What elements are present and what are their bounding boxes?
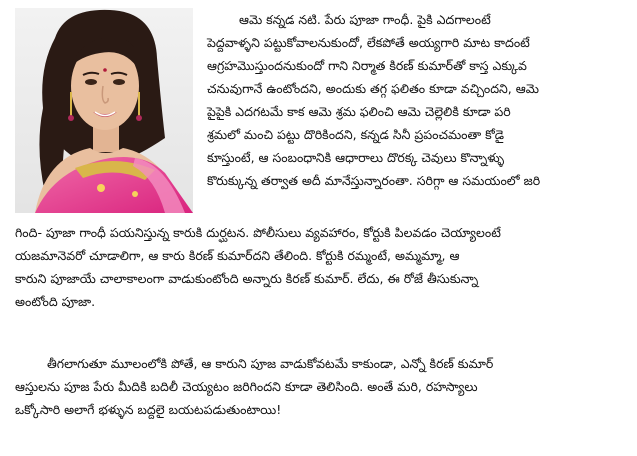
text-line: పైపైకి ఎదగటమే కాక ఆమె శ్రమ ఫలించి ఆమె చెల్లెలికి కూడా పరి (207, 104, 511, 119)
text-line: పెద్దవాళ్ళని పట్టుకోవాలనుకుందో, లేకపోతే అయ్యగారి మాట కాదంటే (207, 35, 530, 50)
text-line: ఒక్కోసారి అలాగే భళ్ళున బద్దలై బయటపడుతుంటాయి! (15, 402, 282, 417)
text-line: ఆమె కన్నడ నటి. పేరు పూజా గాంధీ. పైకి ఎదగాలంటే (239, 12, 491, 27)
paragraph-1 (207, 8, 540, 192)
paragraph-2 (15, 221, 501, 313)
text-line: అంటోంది పూజా. (15, 294, 96, 309)
text-line: కొరుక్కున్న తర్వాత అదీ మానేస్తున్నారంతా. సరిగ్గా ఆ సమయంలో జరి (207, 173, 541, 188)
portrait-illustration (15, 8, 193, 213)
actress-photo (15, 8, 193, 213)
text-line: గింది- పూజా గాంధీ పయనిస్తున్న కారుకి దుర్ఘటన. పోలీసులు వ్యవహారం, కోర్టుకి పిలవడం చెయ్యాలంటే (15, 225, 501, 240)
text-line: యజమానెవరో చూడాలిగా, ఆ కారు కిరణ్ కుమార్‌దని తేలింది. కోర్టుకి రమ్మంటే, అమ్మమ్మా, ఆ (15, 248, 460, 263)
text-line: కూస్తుంటే, ఆ సంబంధానికి ఆధారాలు దొరక్క చెవులు కొన్నాళ్ళు (207, 150, 505, 165)
text-line: చనువుగానే ఉంటోందని, అందుకు తగ్గ ఫలితం కూడా వచ్చిందని, ఆమె (207, 81, 539, 96)
text-line: ఆగ్రహమొస్తుందనుకుందో గాని నిర్మాత కిరణ్ కుమార్‌తో కాస్త ఎక్కువ (207, 58, 527, 73)
paragraph-3 (15, 352, 493, 421)
text-line: తీగలాగుతూ మూలంలోకి పోతే, ఆ కారుని పూజ వాడుకోవటమే కాకుండా, ఎన్నో కిరణ్ కుమార్ (47, 356, 494, 371)
text-line: కారుని పూజాయే చాలాకాలంగా వాడుకుంటోంది అన్నారు కిరణ్ కుమార్. లేదు, ఈ రోజే తీసుకున్నా (15, 271, 479, 286)
text-line: శ్రమలో మంచి పట్టు దొరికిందని, కన్నడ సినీ ప్రపంచమంతా కోడై (207, 127, 505, 142)
text-line: ఆస్తులను పూజ పేరు మీదికి బదిలీ చెయ్యటం జరిగిందని కూడా తెలిసింది. అంతే మరి, రహస్యాలు (15, 379, 478, 394)
